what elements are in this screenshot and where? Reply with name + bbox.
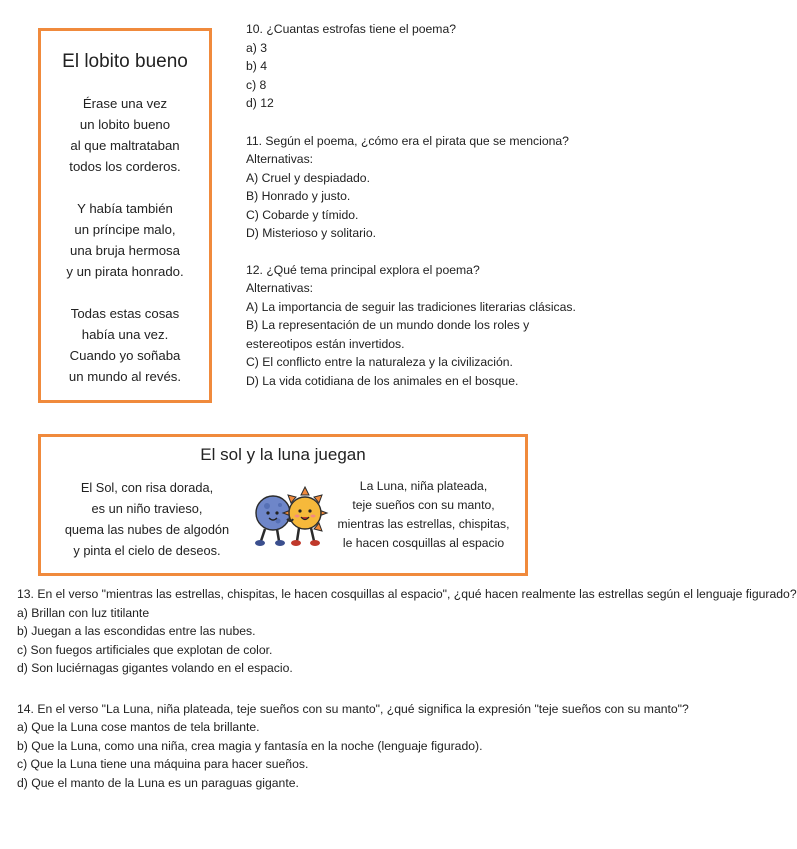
option: B) Honrado y justo.	[246, 189, 351, 203]
question-text: 13. En el verso "mientras las estrellas, chispitas, le hacen cosquillas al espacio", ¿qué hacen realmente las estrellas según el lenguaje figurado?	[17, 587, 797, 601]
option: D) La vida cotidiana de los animales en el bosque.	[246, 373, 519, 388]
option: d) Que el manto de la Luna es un paraguas gigante.	[17, 775, 299, 790]
option: d) Son luciérnagas gigantes volando en el espacio.	[17, 661, 293, 675]
question-11	[246, 132, 591, 243]
alternatives-label: Alternativas:	[246, 152, 314, 166]
poem-left-column	[57, 477, 237, 561]
poem-sol-luna-box	[38, 434, 528, 576]
alternatives-label: Alternativas:	[246, 281, 314, 295]
verse: Érase una vez	[82, 96, 168, 111]
verse: El Sol, con risa dorada,	[80, 480, 214, 495]
stanza-2	[41, 198, 209, 282]
option: a) Que la Luna cose mantos de tela brillante.	[17, 720, 260, 734]
question-12	[246, 261, 591, 391]
verse: un príncipe malo,	[74, 222, 176, 237]
question-10	[246, 20, 591, 113]
verse: mientras las estrellas, chispitas,	[337, 517, 510, 531]
poem-title: El lobito bueno	[62, 51, 188, 72]
option: B) La representación de un mundo donde los roles y estereotipos están invertidos.	[246, 318, 530, 351]
verse: había una vez.	[81, 327, 169, 342]
verse: Y había también	[77, 201, 173, 216]
poem-title: El sol y la luna juegan	[200, 445, 366, 464]
verse: La Luna, niña plateada,	[359, 479, 488, 493]
verse: Todas estas cosas	[70, 306, 180, 321]
option: C) El conflicto entre la naturaleza y la civilización.	[246, 355, 513, 369]
verse: le hacen cosquillas al espacio	[342, 536, 505, 550]
option: a) Brillan con luz titilante	[17, 605, 150, 620]
verse: quema las nubes de algodón	[64, 522, 230, 537]
verse: y un pirata honrado.	[66, 264, 184, 279]
option: A) Cruel y despiadado.	[246, 170, 370, 185]
question-text: 12. ¿Qué tema principal explora el poema?	[246, 262, 480, 277]
question-14	[17, 700, 689, 793]
verse: y pinta el cielo de deseos.	[73, 543, 221, 558]
option: b) Que la Luna, como una niña, crea magia y fantasía en la noche (lenguaje figurado).	[17, 738, 483, 753]
question-text: 11. Según el poema, ¿cómo era el pirata que se menciona?	[246, 133, 569, 148]
question-text: 14. En el verso "La Luna, niña plateada, teje sueños con su manto", ¿qué significa la expresión "teje sueños con su manto"?	[17, 701, 689, 716]
option: A) La importancia de seguir las tradiciones literarias clásicas.	[246, 299, 576, 314]
stanza-1	[41, 93, 209, 177]
stanza-3	[41, 303, 209, 387]
questions-bottom	[17, 585, 797, 810]
verse: teje sueños con su manto,	[352, 498, 495, 512]
verse: una bruja hermosa	[70, 243, 180, 258]
moon-icon	[255, 496, 290, 546]
verse: Cuando yo soñaba	[69, 348, 181, 363]
option: C) Cobarde y tímido.	[246, 207, 359, 222]
questions-right	[246, 20, 591, 408]
question-text: 10. ¿Cuantas estrofas tiene el poema?	[246, 22, 457, 36]
option: b) 4	[246, 59, 268, 73]
option: c) Que la Luna tiene una máquina para hacer sueños.	[17, 757, 309, 771]
option: b) Juegan a las escondidas entre las nubes.	[17, 624, 256, 638]
option: d) 12	[246, 96, 274, 110]
poem-lobito-box	[38, 28, 212, 403]
verse: al que maltrataban	[70, 138, 180, 153]
option: a) 3	[246, 40, 268, 55]
verse: un lobito bueno	[79, 117, 171, 132]
verse: un mundo al revés.	[68, 369, 182, 384]
option: D) Misterioso y solitario.	[246, 226, 377, 240]
verse: es un niño travieso,	[91, 501, 203, 516]
option: c) Son fuegos artificiales que explotan de color.	[17, 642, 273, 657]
option: c) 8	[246, 77, 267, 92]
sun-icon	[283, 487, 327, 546]
question-13	[17, 585, 797, 678]
verse: todos los corderos.	[69, 159, 181, 174]
poem-right-column	[331, 477, 516, 553]
sun-moon-illustration	[247, 481, 331, 553]
